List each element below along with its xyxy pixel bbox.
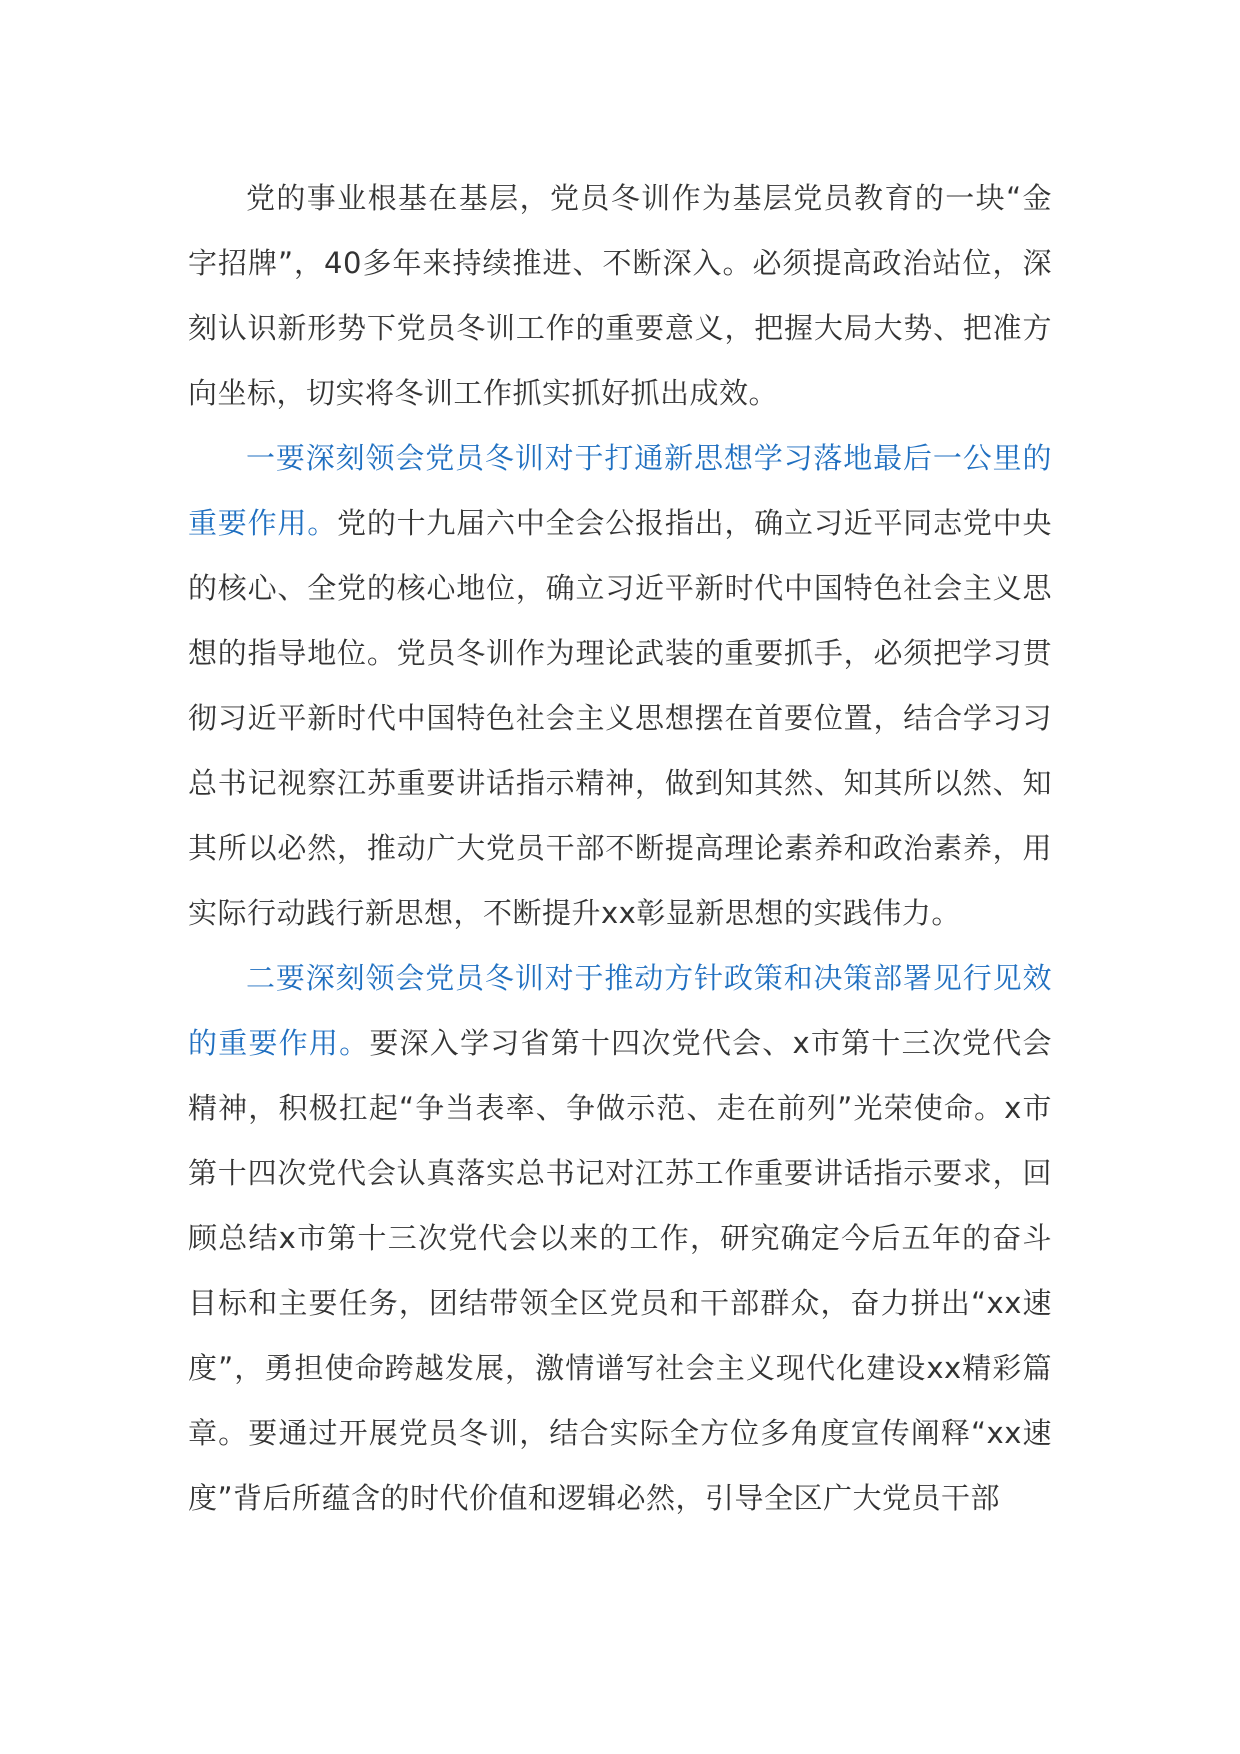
paragraph-point-one [188, 426, 1052, 946]
paragraph-text: 党的事业根基在基层，党员冬训作为基层党员教育的一块“金字招牌”，40多年来持续推进、不断深入。必须提高政治站位，深刻认识新形势下党员冬训工作的重要意义，把握大局大势、把准方向坐标，切实将冬训工作抓实抓好抓出成效。 [188, 181, 1052, 410]
paragraph-text: 党的十九届六中全会公报指出，确立习近平同志党中央的核心、全党的核心地位，确立习近平新时代中国特色社会主义思想的指导地位。党员冬训作为理论武装的重要抓手，必须把学习贯彻习近平新时代中国特色社会主义思想摆在首要位置，结合学习习总书记视察江苏重要讲话指示精神，做到知其然、知其所以然、知其所以必然，推动广大党员干部不断提高理论素养和政治素养，用实际行动践行新思想，不断提升xx彰显新思想的实践伟力。 [188, 506, 1052, 930]
paragraph-heading: 一要深刻领会党员冬训对于打通新思想学习落地最后一公里的重要作用。 [188, 441, 1052, 540]
paragraph-heading: 二要深刻领会党员冬训对于推动方针政策和决策部署见行见效的重要作用。 [188, 961, 1052, 1060]
paragraph-intro [188, 166, 1052, 426]
paragraph-point-two [188, 946, 1052, 1531]
document-body [188, 166, 1052, 1531]
paragraph-text: 要深入学习省第十四次党代会、x市第十三次党代会精神，积极扛起“争当表率、争做示范、走在前列”光荣使命。x市第十四次党代会认真落实总书记对江苏工作重要讲话指示要求，回顾总结x市第十三次党代会以来的工作，研究确定今后五年的奋斗目标和主要任务，团结带领全区党员和干部群众，奋力拼出“xx速度”，勇担使命跨越发展，激情谱写社会主义现代化建设xx精彩篇章。要通过开展党员冬训，结合实际全方位多角度宣传阐释“xx速度”背后所蕴含的时代价值和逻辑必然，引导全区广大党员干部 [188, 1026, 1052, 1515]
